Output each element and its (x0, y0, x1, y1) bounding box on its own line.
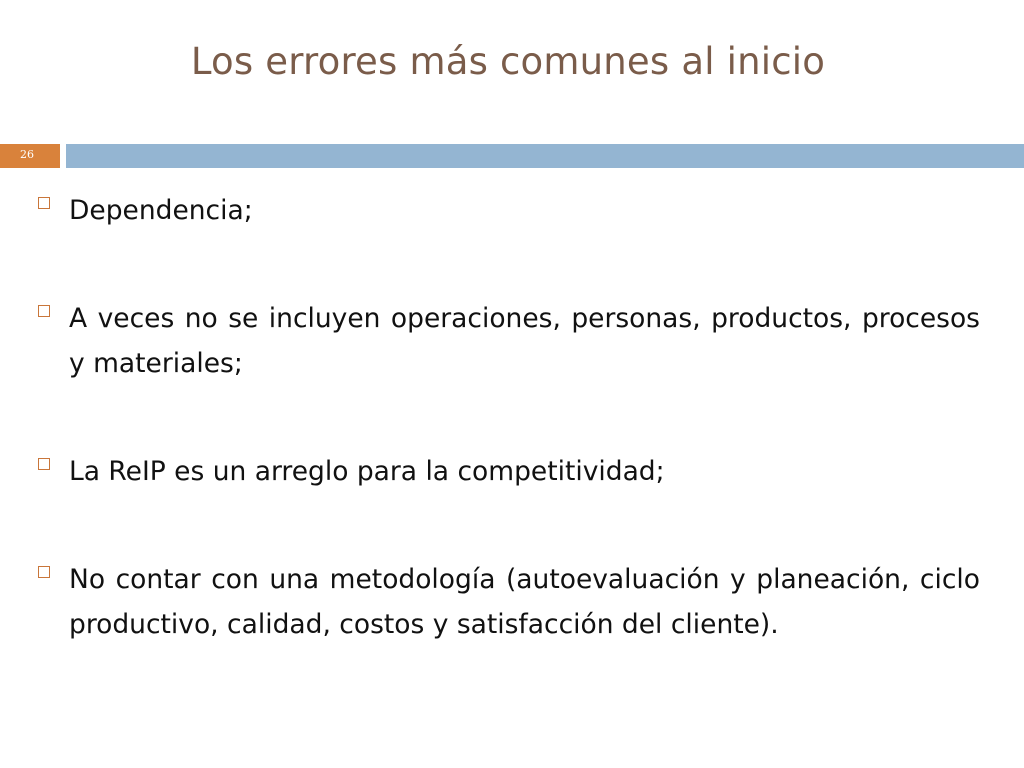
bullet-text: A veces no se incluyen operaciones, personas, productos, procesos y materiales; (69, 303, 980, 379)
bullet-text: Dependencia; (69, 195, 253, 226)
bullet-text: La ReIP es un arreglo para la competitividad; (69, 456, 665, 487)
square-outline-icon (38, 197, 50, 209)
slide-number: 26 (20, 148, 34, 161)
slide-title: Los errores más comunes al inicio (190, 40, 826, 83)
bullet-text: No contar con una metodología (autoevaluación y planeación, ciclo productivo, calidad, costos y satisfacción del cliente). (69, 564, 980, 640)
square-outline-icon (38, 458, 50, 470)
square-outline-icon (38, 305, 50, 317)
square-outline-icon (38, 566, 50, 578)
